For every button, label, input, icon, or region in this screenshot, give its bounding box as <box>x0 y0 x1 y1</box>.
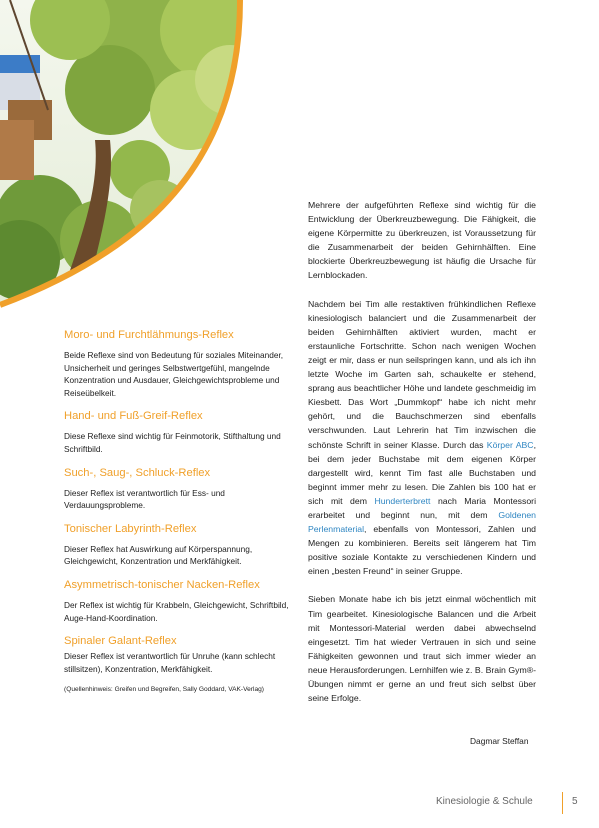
reflex-text: Diese Reflexe sind wichtig für Feinmotorik, Stifthaltung und Schriftbild. <box>64 431 281 454</box>
reflex-title: Such-, Saug-, Schluck-Reflex <box>64 466 211 479</box>
reflex-item <box>64 634 290 675</box>
reflex-item <box>64 466 290 512</box>
text-segment: , ebenfalls von Montessori, Zahlen und Mengen zu kombinieren. Bereits seit längerem hat Tim positive soziale Kontakte zu verschiedenen Kindern und einen „besten Freund“ in seiner Gruppe. <box>308 524 536 577</box>
paragraph: Mehrere der aufgeführten Reflexe sind wichtig für die Entwicklung der Überkreuzbewegung. Die Fähigkeit, die eigene Körpermitte zu überkreuzen, ist Voraussetzung für die Zusammenarbeit der beiden Gehirnhälften. Eine blockierte Überkreuzbewegung ist häufig die Ursache für Lernblockaden. <box>308 200 536 281</box>
reflex-item <box>64 578 290 624</box>
reflex-text: Dieser Reflex hat Auswirkung auf Körperspannung, Gleichgewicht, Konzentration und Merkfähigkeit. <box>64 543 253 567</box>
reflex-text: Beide Reflexe sind von Bedeutung für soziales Miteinander, Unsicherheit und geringes Selbstwertgefühl, mangelnde Konzentration und Ausdauer, Gleichgewichtsprobleme und Reiseübelkeit. <box>64 350 284 398</box>
reflex-title: Asymmetrisch-tonischer Nacken-Reflex <box>64 578 260 591</box>
reflex-text: Dieser Reflex ist verantwortlich für Ess- und Verdauungsprobleme. <box>64 487 225 511</box>
reflex-title: Hand- und Fuß-Greif-Reflex <box>64 410 203 423</box>
reflex-text: Der Reflex ist wichtig für Krabbeln, Gleichgewicht, Schriftbild, Auge-Hand-Koordination. <box>64 599 289 623</box>
page-number: 5 <box>572 796 578 807</box>
footer-divider <box>562 792 563 814</box>
reflex-item <box>64 522 290 568</box>
highlight-koerper-abc: Körper ABC <box>486 439 534 450</box>
highlight-hunderterbrett: Hunderterbrett <box>374 495 431 506</box>
reflex-text: Dieser Reflex ist verantwortlich für Unruhe (kann schlecht stillsitzen), Konzentration, Merkfähigkeit. <box>64 651 276 674</box>
source-note: (Quellenhinweis: Greifen und Begreifen, Sally Goddard, VAK-Verlag) <box>64 686 264 694</box>
magazine-title: Kinesiologie & Schule <box>436 796 533 807</box>
text-segment: , bei dem jeder Buchstabe mit dem eigenen Körper dargestellt wird, kennt Tim fast alle Buchstaben und beginnt immer mehr zu lesen. Die Zahlen bis 100 hat er sich mit dem <box>308 439 536 506</box>
text-segment: nach Maria Montessori erarbeitet und beginnt nun, mit dem <box>308 495 537 520</box>
reflex-title: Moro- und Furchtlähmungs-Reflex <box>64 329 234 341</box>
article-body <box>308 198 536 719</box>
paragraph <box>308 297 536 579</box>
highlight-perlenmaterial: Goldenen Perlenmaterial <box>308 509 536 535</box>
reflex-list <box>64 328 290 695</box>
reflex-title: Spinaler Galant-Reflex <box>64 635 177 648</box>
reflex-title: Tonischer Labyrinth-Reflex <box>64 522 197 535</box>
reflex-item <box>64 409 290 455</box>
paragraph: Sieben Monate habe ich bis jetzt einmal wöchentlich mit Tim gearbeitet. Kinesiologische Balancen und die Arbeit mit Montessori-Material werden dabei abwechselnd eingesetzt. Tim hat wieder Vertrauen in sich und seine Fähigkeiten gewonnen und traut sich immer wieder an neue Herausforderungen. Lernhilfen wie z. B. Brain Gym®-Übungen nimmt er gerne an und freut sich selbst über seine Erfolge. <box>308 594 536 704</box>
text-segment: Nachdem bei Tim alle restaktiven frühkindlichen Reflexe kinesiologisch balanciert und die Zusammenarbeit der beiden Gehirnhälften aktiviert wurden, macht er erstaunliche Fortschritte. Schon nach wenigen Wochen zeigt er mir, dass er nun seilspringen kann, und als ich ihn letzte Woche im Garten sah, schaukelte er stehend, sprang aus beachtlicher Höhe und landete geschmeidig im Kiesbett. Das Wort „Dummkopf“ habe ich nicht mehr gehört, und die Bauchschmerzen sind ebenfalls verschwunden. Laut Lehrerin hat Tim inzwischen die schönste Schrift in seiner Klasse. Durch das <box>308 298 536 450</box>
author-name: Dagmar Steffan <box>470 736 529 746</box>
reflex-item <box>64 328 290 399</box>
